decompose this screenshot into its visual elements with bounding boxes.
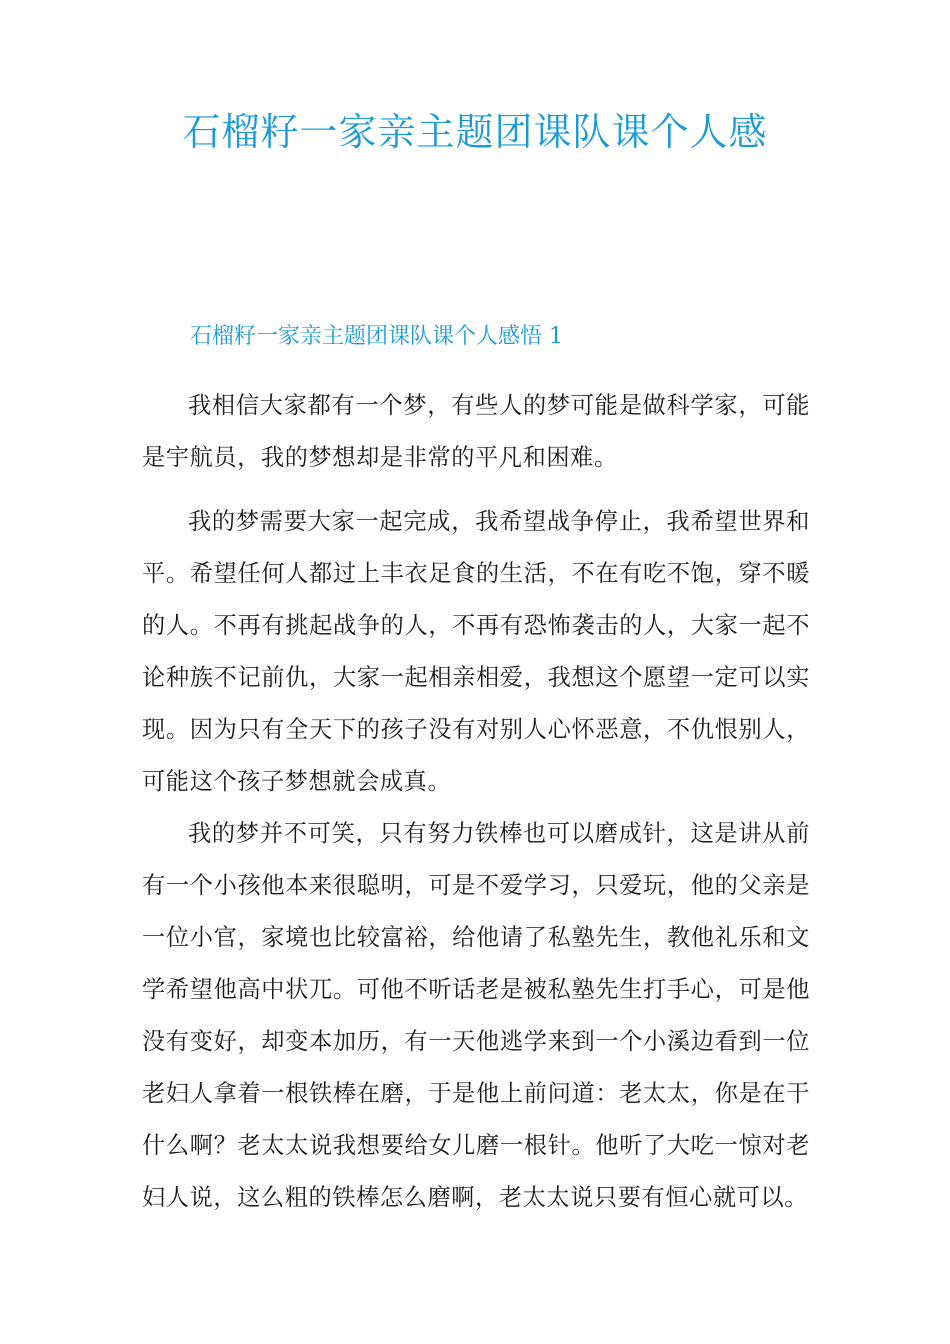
body-paragraph-1: 我相信大家都有一个梦，有些人的梦可能是做科学家，可能是宇航员，我的梦想却是非常的平凡和困难。 [142,392,810,471]
section-heading: 石榴籽一家亲主题团课队课个人感悟 1 [190,324,563,349]
body-paragraph-2: 我的梦需要大家一起完成，我希望战争停止，我希望世界和平。希望任何人都过上丰衣足食的生活，不在有吃不饱，穿不暖的人。不再有挑起战争的人，不再有恐怖袭击的人，大家一起不论种族不记前仇，大家一起相亲相爱，我想这个愿望一定可以实现。因为只有全天下的孩子没有对别人心怀恶意，不仇恨别人，可能这个孩子梦想就会成真。 [142,508,810,795]
document-title: 石榴籽一家亲主题团课队课个人感 [182,110,768,154]
body-paragraph-3: 我的梦并不可笑，只有努力铁棒也可以磨成针，这是讲从前有一个小孩他本来很聪明，可是不爱学习，只爱玩，他的父亲是一位小官，家境也比较富裕，给他请了私塾先生，教他礼乐和文学希望他高中状兀。可他不听话老是被私塾先生打手心，可是他没有变好，却变本加历，有一天他逃学来到一个小溪边看到一位老妇人拿着一根铁棒在磨，于是他上前问道：老太太，你是在干什么啊？老太太说我想要给女儿磨一根针。他听了大吃一惊对老妇人说，这么粗的铁棒怎么磨啊，老太太说只要有恒心就可以。 [142,820,810,1211]
